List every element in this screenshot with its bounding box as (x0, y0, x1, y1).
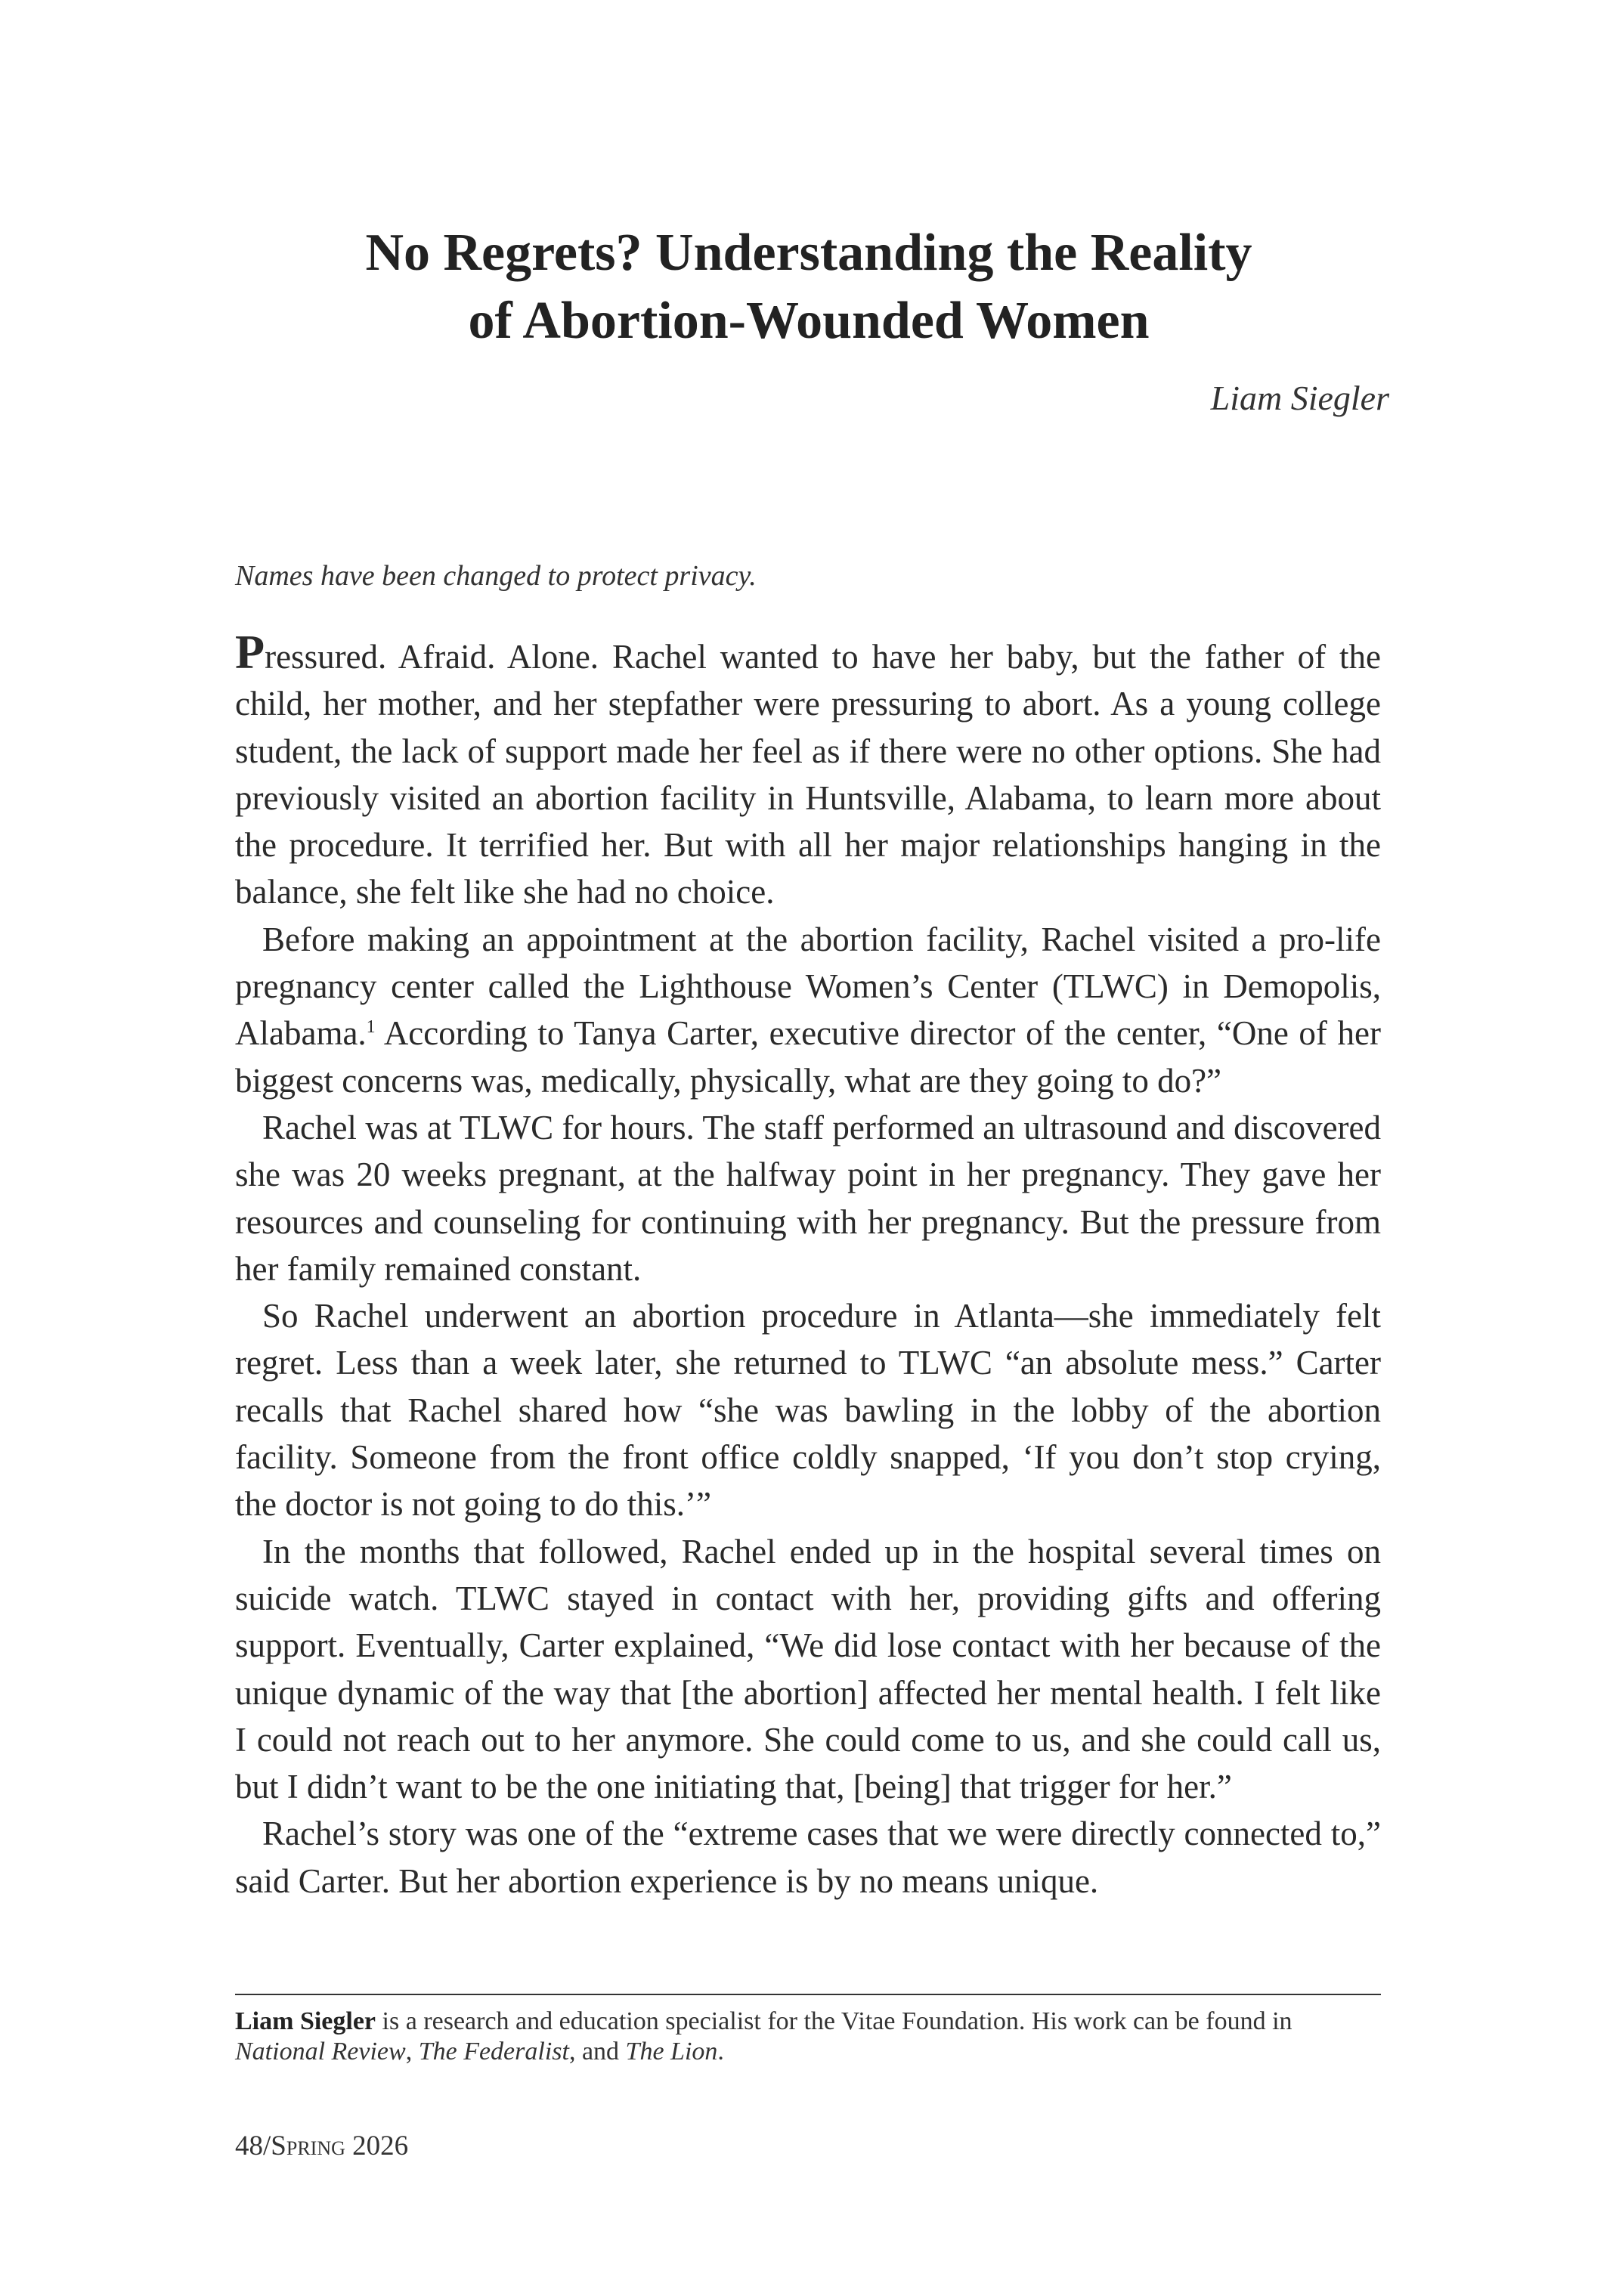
bio-publication-3: The Lion (625, 2038, 718, 2065)
article-title-line-2: of Abortion-Wounded Women (468, 292, 1150, 350)
paragraph-2-text-a: Before making an appointment at the abortion facility, Rachel visited a pro-life pregnancy center called the Lighthouse Women’s Center (TLWC) in Demopolis, Alabama. (235, 920, 1381, 1053)
footnote-marker: 1 (366, 1017, 376, 1038)
paragraph-4: So Rachel underwent an abortion procedure in Atlanta—she immediately felt regret. Less than a week later, she returned to TLWC “an absolute mess.” Carter recalls that Rachel shared how “she was bawling in the lobby of the abortion facility. Someone from the front office coldly snapped, ‘If you don’t stop crying, the doctor is not going to do this.’” (235, 1297, 1381, 1524)
footnote-divider (235, 1994, 1381, 1995)
bio-text: is a research and education specialist for the Vitae Foundation. His work can be found in (376, 2007, 1292, 2035)
paragraph-2 (235, 916, 1381, 1104)
issue-year: 2026 (345, 2130, 409, 2161)
article-body (235, 625, 1381, 1905)
paragraph-1 (235, 625, 1381, 916)
article-title (227, 219, 1391, 355)
article-author: Liam Siegler (1210, 379, 1389, 417)
paragraph-2-text-b: According to Tanya Carter, executive director of the center, “One of her biggest concerns was, medically, physically, what are they going to do?” (235, 1014, 1381, 1100)
bio-publication-1: National Review (235, 2038, 406, 2065)
article-title-line-1: No Regrets? Understanding the Reality (365, 224, 1252, 282)
drop-cap: P (235, 625, 265, 679)
bio-author-name: Liam Siegler (235, 2007, 376, 2035)
page-number: 48/ (235, 2130, 271, 2161)
paragraph-3: Rachel was at TLWC for hours. The staff performed an ultrasound and discovered she was 20 weeks pregnant, at the halfway point in her pregnancy. They gave her resources and counseling for continuing with her pregnancy. But the pressure from her family remained constant. (235, 1108, 1381, 1288)
bio-separator-1: , (405, 2038, 419, 2065)
paragraph-5: In the months that followed, Rachel ended up in the hospital several times on suicide watch. TLWC stayed in contact with her, providing gifts and offering support. Eventually, Carter explained, “We did lose contact with her because of the unique dynamic of the way that [the abortion] affected her mental health. I felt like I could not reach out to her anymore. She could come to us, and she could call us, but I didn’t want to be the one initiating that, [being] that trigger for her.” (235, 1532, 1381, 1806)
paragraph-1-text: ressured. Afraid. Alone. Rachel wanted to have her baby, but the father of the child, her mother, and her stepfather were pressuring to abort. As a young college student, the lack of support made her feel as if there were no other options. She had previously visited an abortion facility in Huntsville, Alabama, to learn more about the procedure. It terrified her. But with all her major relationships hanging in the balance, she felt like she had no choice. (235, 638, 1381, 911)
privacy-note: Names have been changed to protect privacy. (235, 560, 757, 592)
issue-season: Spring (271, 2130, 345, 2161)
author-bio (235, 2007, 1381, 2067)
bio-publication-2: The Federalist (418, 2038, 569, 2065)
paragraph-6: Rachel’s story was one of the “extreme cases that we were directly connected to,” said Carter. But her abortion experience is by no means unique. (235, 1815, 1381, 1900)
bio-end: . (717, 2038, 724, 2065)
bio-separator-2: , and (568, 2038, 626, 2065)
page-footer (235, 2130, 408, 2162)
